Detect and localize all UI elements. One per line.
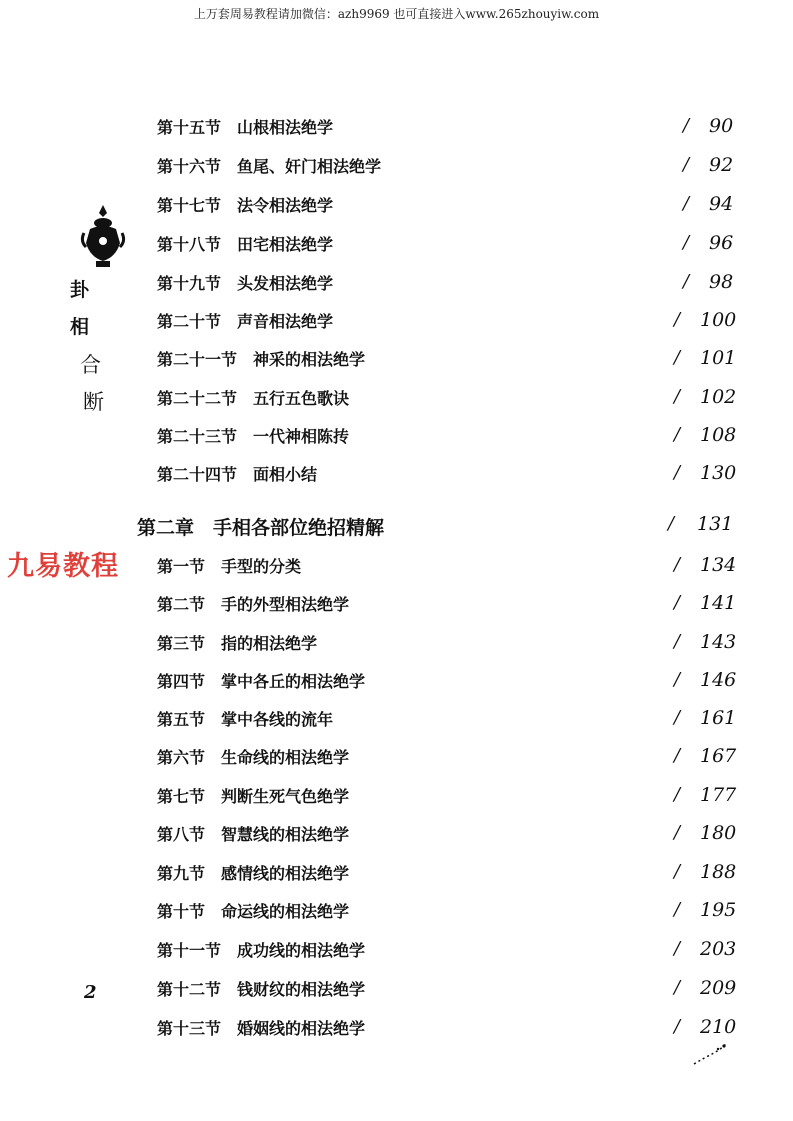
watermark-text: 九易教程: [7, 551, 119, 582]
toc-page-number: 102: [700, 386, 737, 408]
toc-separator: /: [674, 386, 681, 407]
toc-separator: /: [674, 592, 681, 613]
toc-entry-title: 第八节 智慧线的相法绝学: [157, 825, 350, 844]
toc-separator: /: [674, 462, 681, 483]
toc-separator: /: [674, 1016, 681, 1037]
toc-entry-title: 第十一节 成功线的相法绝学: [157, 941, 366, 960]
toc-separator: /: [674, 822, 681, 843]
toc-page-number: 141: [700, 592, 737, 614]
corner-flourish-icon: [690, 1040, 730, 1068]
toc-separator: /: [683, 271, 690, 292]
toc-separator: /: [674, 554, 681, 575]
toc-row[interactable]: [0, 938, 793, 962]
toc-page-number: 210: [700, 1016, 737, 1038]
toc-row[interactable]: [0, 271, 793, 295]
page-number: 2: [84, 982, 97, 1003]
toc-entry-title: 第十二节 钱财纹的相法绝学: [157, 980, 366, 999]
toc-separator: /: [674, 347, 681, 368]
toc-row[interactable]: [0, 554, 793, 578]
side-title-char-3: 合: [80, 353, 101, 377]
toc-row[interactable]: [0, 669, 793, 693]
toc-entry-title: 第十六节 鱼尾、奸门相法绝学: [157, 157, 382, 176]
toc-row[interactable]: [0, 977, 793, 1001]
toc-row[interactable]: [0, 592, 793, 616]
toc-page-number: 203: [700, 938, 737, 960]
toc-row[interactable]: [0, 745, 793, 769]
toc-page-number: 130: [700, 462, 737, 484]
toc-entry-title: 第十八节 田宅相法绝学: [157, 235, 334, 254]
toc-entry-title: 第一节 手型的分类: [157, 557, 302, 576]
toc-row[interactable]: [0, 707, 793, 731]
toc-row[interactable]: [0, 784, 793, 808]
toc-row[interactable]: [0, 424, 793, 448]
toc-separator: /: [683, 115, 690, 136]
toc-chapter-row[interactable]: [0, 513, 793, 537]
toc-page-number: 177: [700, 784, 737, 806]
toc-chapter-title: 第二章 手相各部位绝招精解: [137, 517, 385, 539]
toc-entry-title: 第二十四节 面相小结: [157, 465, 318, 484]
toc-entry-title: 第二十二节 五行五色歌诀: [157, 389, 350, 408]
toc-entry-title: 第九节 感情线的相法绝学: [157, 864, 350, 883]
toc-page-number: 98: [709, 271, 734, 293]
toc-page-number: 131: [697, 513, 734, 535]
toc-page-number: 167: [700, 745, 737, 767]
toc-page-number: 134: [700, 554, 737, 576]
toc-separator: /: [674, 707, 681, 728]
toc-page-number: 108: [700, 424, 737, 446]
toc-separator: /: [683, 232, 690, 253]
toc-entry-title: 第三节 指的相法绝学: [157, 634, 318, 653]
toc-page-number: 96: [709, 232, 734, 254]
toc-page-number: 92: [709, 154, 734, 176]
toc-separator: /: [683, 154, 690, 175]
toc-separator: /: [674, 669, 681, 690]
toc-row[interactable]: [0, 347, 793, 371]
toc-row[interactable]: [0, 193, 793, 217]
toc-separator: /: [674, 745, 681, 766]
toc-separator: /: [668, 513, 675, 534]
toc-separator: /: [683, 193, 690, 214]
toc-page-number: 100: [700, 309, 737, 331]
side-title-char-2: 相: [70, 316, 90, 338]
toc-page-number: 143: [700, 631, 737, 653]
toc-page-number: 146: [700, 669, 737, 691]
toc-entry-title: 第十三节 婚姻线的相法绝学: [157, 1019, 366, 1038]
toc-page-number: 180: [700, 822, 737, 844]
toc-row[interactable]: [0, 1016, 793, 1040]
toc-separator: /: [674, 977, 681, 998]
toc-separator: /: [674, 899, 681, 920]
toc-separator: /: [674, 309, 681, 330]
toc-entry-title: 第二十节 声音相法绝学: [157, 312, 334, 331]
side-title-char-1: 卦: [70, 279, 90, 301]
toc-row[interactable]: [0, 232, 793, 256]
toc-row[interactable]: [0, 631, 793, 655]
toc-separator: /: [674, 938, 681, 959]
toc-row[interactable]: [0, 899, 793, 923]
toc-separator: /: [674, 784, 681, 805]
toc-separator: /: [674, 861, 681, 882]
toc-entry-title: 第十九节 头发相法绝学: [157, 274, 334, 293]
toc-page-number: 161: [700, 707, 737, 729]
toc-row[interactable]: [0, 822, 793, 846]
toc-row[interactable]: [0, 386, 793, 410]
toc-row[interactable]: [0, 309, 793, 333]
toc-entry-title: 第二节 手的外型相法绝学: [157, 595, 350, 614]
toc-separator: /: [674, 631, 681, 652]
toc-entry-title: 第十七节 法令相法绝学: [157, 196, 334, 215]
toc-entry-title: 第七节 判断生死气色绝学: [157, 787, 350, 806]
toc-entry-title: 第四节 掌中各丘的相法绝学: [157, 672, 366, 691]
toc-page-number: 94: [709, 193, 734, 215]
toc-row[interactable]: [0, 115, 793, 139]
toc-row[interactable]: [0, 861, 793, 885]
toc-page-number: 209: [700, 977, 737, 999]
toc-entry-title: 第十五节 山根相法绝学: [157, 118, 334, 137]
toc-page-number: 195: [700, 899, 737, 921]
toc-entry-title: 第五节 掌中各线的流年: [157, 710, 334, 729]
toc-row[interactable]: [0, 154, 793, 178]
toc-separator: /: [674, 424, 681, 445]
toc-page-number: 90: [709, 115, 734, 137]
side-title-char-4: 断: [83, 390, 104, 414]
toc-entry-title: 第二十一节 神采的相法绝学: [157, 350, 366, 369]
toc-entry-title: 第二十三节 一代神相陈抟: [157, 427, 350, 446]
top-banner-text: 上万套周易教程请加微信：azh9969 也可直接进入www.265zhouyiw.com: [193, 7, 600, 21]
toc-entry-title: 第六节 生命线的相法绝学: [157, 748, 350, 767]
toc-row[interactable]: [0, 462, 793, 486]
toc-page-number: 188: [700, 861, 737, 883]
toc-entry-title: 第十节 命运线的相法绝学: [157, 902, 350, 921]
toc-page-number: 101: [700, 347, 737, 369]
